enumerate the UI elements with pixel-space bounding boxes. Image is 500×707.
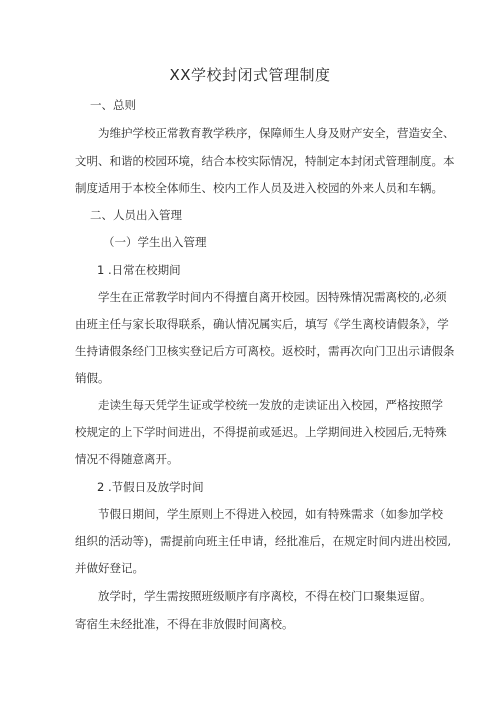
paragraph-line: 文明、和谐的校园环境，结合本校实际情况，特制定本封闭式管理制度。本 — [75, 154, 455, 168]
paragraph-line: 学生在正常教学时间内不得擅自离开校园。因特殊情况需离校的,必须 — [98, 290, 447, 304]
paragraph-line: 制度适用于本校全体师生、校内工作人员及进入校园的外来人员和车辆。 — [75, 181, 443, 195]
section-heading-personnel: 二、人员出入管理 — [90, 208, 182, 222]
paragraph-line: 情况不得随意离开。 — [75, 452, 179, 466]
item-heading-daily: 1 .日常在校期间 — [97, 263, 181, 277]
paragraph-line: 校规定的上下学时间进出，不得提前或延迟。上学期间进入校园后,无特殊 — [75, 425, 447, 439]
paragraph-line: 销假。 — [75, 371, 110, 385]
paragraph-line: 生持请假条经门卫核实登记后方可离校。返校时，需再次向门卫出示请假条 — [75, 344, 455, 358]
paragraph-line: 走读生每天凭学生证或学校统一发放的走读证出入校园，严格按照学 — [98, 398, 443, 412]
subsection-heading-students: （一）学生出入管理 — [103, 235, 207, 249]
paragraph-line: 由班主任与家长取得联系，确认情况属实后，填写《学生离校请假条》，学 — [75, 317, 449, 331]
paragraph-line: 为维护学校正常教育教学秩序，保障师生人身及财产安全，营造安全、 — [98, 126, 455, 140]
paragraph-line: 并做好登记。 — [75, 561, 144, 575]
paragraph-line: 寄宿生未经批准，不得在非放假时间离校。 — [75, 617, 294, 631]
document-title: XX学校封闭式管理制度 — [169, 66, 331, 84]
section-heading-general: 一、总则 — [90, 98, 136, 112]
paragraph-line: 节假日期间，学生原则上不得进入校园，如有特殊需求（如参加学校 — [98, 507, 443, 521]
paragraph-line: 放学时，学生需按照班级顺序有序离校，不得在校门口聚集逗留。 — [98, 589, 432, 603]
paragraph-line: 组织的活动等)，需提前向班主任申请，经批准后，在规定时间内进出校园, — [75, 534, 452, 548]
item-heading-holidays: 2 .节假日及放学时间 — [97, 480, 204, 494]
